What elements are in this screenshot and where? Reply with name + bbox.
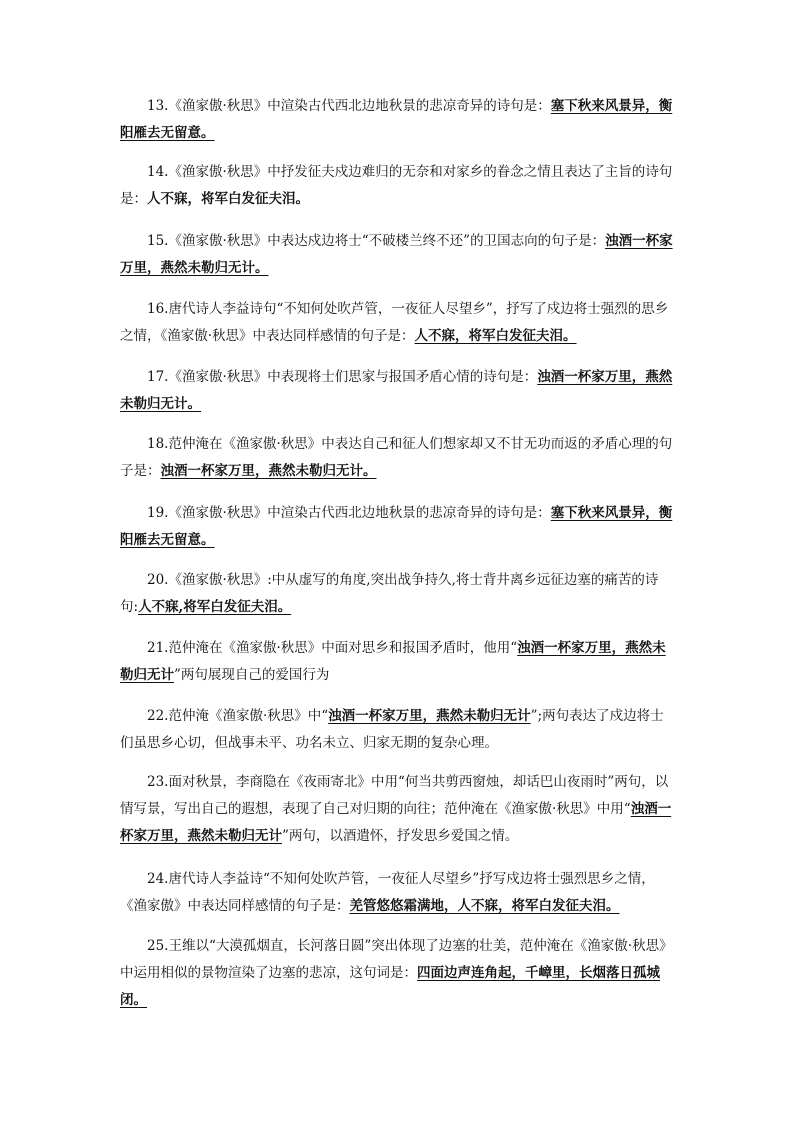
answer-text: 四面边声连角起，千嶂里，长烟落日孤城闭。 [120, 965, 660, 1008]
question-text: 23.面对秋景，李商隐在《夜雨寄北》中用“何当共剪西窗烛，却话巴山夜雨时”两句，以情写景，写出自己的遐想，表现了自己对归期的向往；范仲淹在《渔家傲·秋思》中用“ [120, 774, 669, 817]
question-13 [120, 93, 675, 147]
question-23 [120, 769, 675, 850]
question-text: 16.唐代诗人李益诗句“不知何处吹芦管，一夜征人尽望乡”，抒写了戍边将士强烈的思乡之情，《渔家傲·秋思》中表达同样感情的句子是： [120, 301, 669, 344]
answer-text: 浊酒一杯家万里，燕然未勒归无计 [120, 640, 666, 683]
trailing-text: ”;两句表达了戍边将士们虽思乡心切，但战事未平、功名未立、归家无期的复杂心理。 [120, 708, 664, 751]
trailing-text: ”两句展现自己的爱国行为 [174, 667, 330, 683]
trailing-text: ”两句，以酒遣怀，抒发思乡爱国之情。 [282, 828, 519, 844]
question-25 [120, 933, 675, 1014]
question-24 [120, 866, 675, 920]
question-text: 17.《渔家傲·秋思》中表现将士们思家与报国矛盾心情的诗句是： [147, 369, 538, 385]
question-21 [120, 635, 675, 689]
question-17 [120, 364, 675, 418]
answer-text: 浊酒一杯家万里，燕然未勒归无计 [328, 708, 531, 724]
question-15 [120, 228, 675, 282]
answer-text: 浊酒一杯家万里，燕然未勒归无计。 [160, 463, 377, 479]
question-20 [120, 567, 675, 621]
answer-text: 浊酒一杯家万里，燕然未勒归无计 [120, 801, 672, 844]
question-text: 13.《渔家傲·秋思》中渲染古代西北边地秋景的悲凉奇异的诗句是： [147, 98, 551, 114]
question-19 [120, 500, 675, 554]
answer-text: 塞下秋来风景异，衡阳雁去无留意。 [120, 505, 673, 548]
question-16 [120, 296, 675, 350]
answer-text: 人不寐，将军白发征夫泪。 [147, 191, 309, 207]
question-text: 25.王维以“大漠孤烟直，长河落日圆”突出体现了边塞的壮美，范仲淹在《渔家傲·秋思》中运用相似的景物渲染了边塞的悲凉，这句词是： [120, 938, 673, 981]
question-text: 24.唐代诗人李益诗“不知何处吹芦管，一夜征人尽望乡”抒写戍边将士强烈思乡之情，《渔家傲》中表达同样感情的句子是： [120, 871, 655, 914]
answer-text: 羌管悠悠霜满地，人不寐，将军白发征夫泪。 [349, 898, 620, 914]
question-text: 19.《渔家傲·秋思》中渲染古代西北边地秋景的悲凉奇异的诗句是： [147, 505, 551, 521]
question-text: 22.范仲淹《渔家傲·秋思》中“ [147, 708, 329, 724]
question-text: 14.《渔家傲·秋思》中抒发征夫戍边难归的无奈和对家乡的眷念之情且表达了主旨的诗句是： [120, 164, 673, 207]
question-22 [120, 703, 675, 757]
question-text: 20.《渔家傲·秋思》:中从虚写的角度,突出战争持久,将士背井离乡远征边塞的痛苦的诗句: [120, 572, 659, 615]
answer-text: 浊酒一杯家万里，燕然未勒归无计。 [120, 233, 673, 276]
answer-text: 人不寐，将军白发征夫泪。 [414, 328, 577, 344]
question-text: 15.《渔家傲·秋思》中表达戍边将士“不破楼兰终不还”的卫国志向的句子是： [147, 233, 606, 249]
answer-text: 塞下秋来风景异，衡阳雁去无留意。 [120, 98, 673, 141]
answer-text: 浊酒一杯家万里，燕然未勒归无计。 [120, 369, 673, 412]
answer-text: 人不寐,将军白发征夫泪。 [138, 599, 292, 615]
question-text: 18.范仲淹在《渔家傲·秋思》中表达自己和征人们想家却又不甘无功而返的矛盾心理的句子是： [120, 436, 673, 479]
question-text: 21.范仲淹在《渔家傲·秋思》中面对思乡和报国矛盾时，他用“ [147, 640, 518, 656]
question-18 [120, 431, 675, 485]
question-14 [120, 159, 675, 213]
